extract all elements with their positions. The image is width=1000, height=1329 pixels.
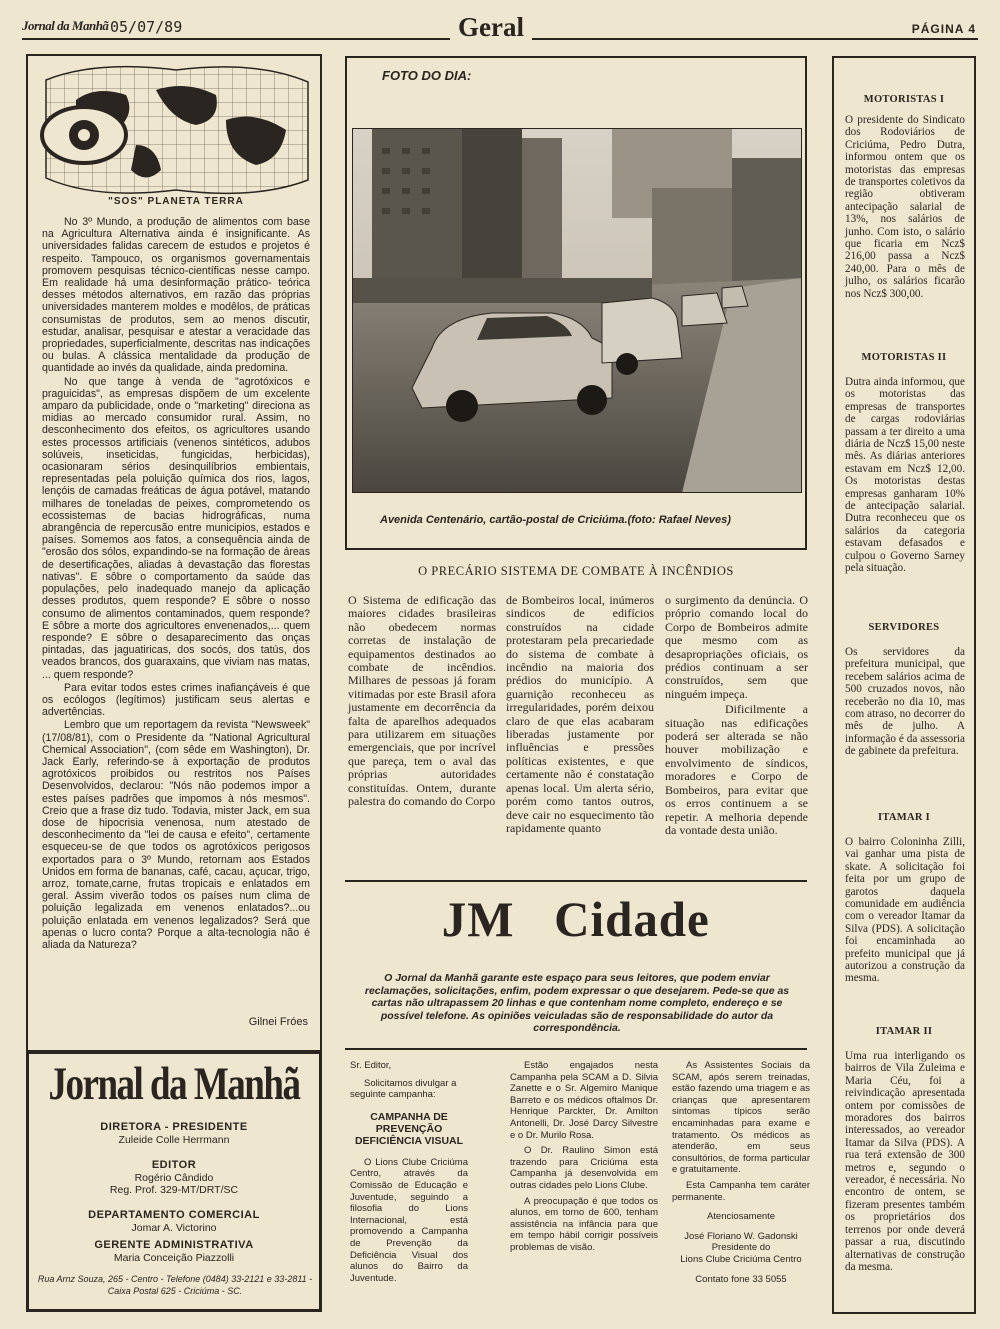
sos-paragraph: No 3º Mundo, a produção de alimentos com base na Agricultura Alternativa ainda é insignificante. As universidades falidas carecem de estudos e projetos é respeito. Tampouco, os organismos governamentais promovem pesquisas técnico-científicas nesse campo. Em realidade há uma desinformação prático- teórica desses métodos alternativos, em razão das próprias universidades manterem moldes e modêlos, de práticas consumistas de produtos, sem ao menos discutir, estudar, analisar, pesquisar e atestar a veracidade das propriedades, superficialmente, descritas nas indicações ou bulas. A clássica mentalidade da produção de quantidade ao invés da qualidade, ainda predomina. xyxy=(42,216,310,375)
masthead-name: Maria Conceição Piazzolli xyxy=(113,1252,235,1264)
photo-caption: Avenida Centenário, cartão-postal de Criciúma.(foto: Rafael Neves) xyxy=(380,514,731,526)
photo-label: FOTO DO DIA: xyxy=(382,68,472,83)
article-paragraph: o surgimento da denúncia. O próprio comando local do Corpo de Bombeiros admite que mesmo com as desapropriações oficiais, os prédios continuam a ser construídos, sem que ninguém impeça. xyxy=(665,593,808,701)
masthead-name: Zuleide Colle Herrmann xyxy=(118,1134,230,1146)
brief-heading: MOTORISTAS II xyxy=(861,352,947,363)
brief-text: Os servidores da prefeitura municipal, que recebem salários acima de 500 cruzados novos, não receberão no dia 10, mas com atraso, no decorrer do mês de julho. A informação é da assessoria de gabinete da prefeitura. xyxy=(845,646,965,758)
divider xyxy=(345,880,807,882)
letter-paragraph: As Assistentes Sociais da SCAM, após serem treinadas, estão fazendo uma triagem e as crianças que apresentarem sintomas típicos serão encaminhadas para exame e tratamento. Os médicos as atenderão, em seus consultórios, de forma particular e gratuitamente. xyxy=(672,1060,810,1176)
letter-column-1 xyxy=(350,1060,468,1288)
sos-paragraph: Para evitar todos estes crimes inafiançáveis é que os ecólogos (legítimos) justificam seus alertas e advertências. xyxy=(42,681,310,719)
masthead-name: Jomar A. Victorino xyxy=(131,1222,217,1234)
brief-text: Uma rua interligando os bairros de Vila Zuleima e Maria Céu, foi a reivindicação apresentada ontem por comissões de moradores dos bairros interessados, ao vereador Itamar da Silva (PDS). A rua terá extensão de 300 metros e, segundo o vereador, é necessária. No encontro de ontem, se fizeram presentes também os proprietários dos terrenos por onde deverá passar a rua, discutindo alternativas de construção da mesma. xyxy=(845,1050,965,1273)
masthead-role: GERENTE ADMINISTRATIVA xyxy=(94,1239,254,1251)
letter-salutation: Sr. Editor, xyxy=(350,1060,392,1071)
brief-heading: SERVIDORES xyxy=(868,622,940,633)
sos-title: "SOS" PLANETA TERRA xyxy=(108,196,244,207)
brief-heading: ITAMAR II xyxy=(875,1026,933,1037)
masthead-role: EDITOR xyxy=(151,1159,197,1171)
masthead-title: Jornal da Manhã xyxy=(48,1058,300,1111)
letter-column-2 xyxy=(510,1060,658,1258)
jm-cidade-title-text: JM Cidade xyxy=(441,891,711,947)
letter-signer-org: Lions Clube Criciúma Centro xyxy=(680,1253,802,1265)
section-title: Geral xyxy=(450,12,532,43)
sos-paragraph: Lembro que um reportagem da revista "Newsweek" (17/08/81), com o Presidente da "National Agricultural Chemical Association", (com sêde em Washington), Dr. Jack Early, referindo-se à exportação de produtos agrotóxicos proibidos ou restritos nos Países Desenvolvidos, declarou: "Nós não podemos impor a estes países padrões que impomos à nós mesmos". Creio que a frase diz tudo. Todavia, mister Jack, em sua dose de hipocrisia venenosa, num atestado de desconhecimento da "lei de causa e efeito", certamente esqueceu-se de que todos os agrotóxicos perigosos exportados para o 3º Mundo, retornam aos Estados Unidos em forma de bananas, café, cacau, açucar, trigo, arroz, tomate,carne, frutas tropicais e enlatados em geral. Assim viverão todos os países num clima de poluição legalizada em venenos enlatados?...ou poluição enlatada em venenos legalizados? Será que apenas o lucro conta? Porque a alta-tecnologia não é aliada da Natureza? xyxy=(42,719,310,951)
brief-heading: ITAMAR I xyxy=(877,812,931,823)
street-photo xyxy=(352,128,802,493)
article-column-1: O Sistema de edificação das maiores cidades brasileiras não obedecem normas corretas de instalação de equipamentos destinados ao combate de incêndios. Milhares de pessoas já foram vitimadas por este Brasil afora justamente em decorrência da falta de aparelhos adequados para utilizarem em situações emergenciais, que por incrível que pareça, tem o aval das próprias autoridades constituídas. Ontem, durante palestra do comando do Corpo xyxy=(348,593,496,809)
world-map-eye-icon xyxy=(36,60,316,200)
sos-paragraph: No que tange à venda de "agrotóxicos e praguicidas", as empresas dispõem de um excelente amparo da publicidade, onde o "marketing" direciona as midias ao mercado consumidor rural. Assim, no desconhecimento dos efeitos, os agricultores usando estes processos artificiais (venenos sintéticos, adubos solúveis, inseticidas, fungicidas, herbicidas), ocasionaram sérios desinquilíbrios embientais, representadas pela poluição química dos rios, lagos, lençóis de camadas freáticas de água potável, matando milhares de toneladas de peixes, comprometendo os ecossistemas de bacias hidrográficas, numa abrangência de repercusão entre municipios, estados e países. Somemos aos fatos, a consequência ainda de "erosão dos sólos, expandindo-se na formação de áreas de desertificações, aliadas à devastação das florestas nativas". E sôbre o comportamento da saúde das populações, pelo inadequado manejo da aplicação desses produtos, quem responde? E sôbre o nosso consumo de alimentos contaminados, quem responde? E sôbre a morte dos agricultores envenenados,... quem responde? E sôbre o desaparecimento das onças pintadas, das jaguatiricas, dos socós, dos tatús, dos veados brancos, dos guaraxains, que viviam nas matas, ... quem responde? xyxy=(42,375,310,681)
jm-cidade-title xyxy=(345,890,807,948)
article-column-3 xyxy=(665,594,808,837)
letter-paragraph: A preocupação é que todos os alunos, em torno de 600, tenham assistência na infância para que em tempo hábil corrigir possíveis problemas de visão. xyxy=(510,1195,658,1253)
divider xyxy=(345,1048,807,1050)
header-date: 05/07/89 xyxy=(110,18,183,36)
masthead-box xyxy=(26,1050,322,1312)
campaign-title: CAMPANHA DE PREVENÇÃO DEFICIÊNCIA VISUAL xyxy=(354,1110,464,1147)
masthead-role: DIRETORA - PRESIDENTE xyxy=(100,1121,248,1133)
jm-cidade-intro: O Jornal da Manhã garante este espaço para seus leitores, que podem enviar reclamações, solicitações, enfim, podem expressar o que desejarem. Pede-se que as cartas não ultrapassem 20 linhas e que contenham nome completo, endereço e se possível telefone. As opiniões veiculadas são de responsabilidade do autor da correspondência. xyxy=(364,972,790,1035)
letter-paragraph: O Dr. Raulino Simon está trazendo para Criciúma esta Campanha já desenvolvida em outras cidades pelo Lions Clube. xyxy=(510,1145,658,1191)
masthead-registration: Reg. Prof. 329-MT/DRT/SC xyxy=(109,1184,239,1196)
letter-paragraph: Estão engajados nesta Campanha pela SCAM a D. Silvia Zanette e o Sr. Algemiro Manique Barreto e os médicos oftalmos Dr. Henrique Parckter, Dr. Amilton Antonelli, Dr. José Darcy Silvestre e o Dr. Murilo Rosa. xyxy=(510,1060,658,1141)
sos-body xyxy=(42,216,310,952)
masthead-address: Rua Arnz Souza, 265 - Centro - Telefone (0484) 33-2121 e 33-2811 - Caixa Postal 625 - Criciúma - SC. xyxy=(37,1274,313,1296)
sos-article-box xyxy=(26,54,322,1054)
letter-paragraph: Esta Campanha tem caráter permanente. xyxy=(672,1179,810,1203)
brief-text: O presidente do Sindicato dos Rodoviários de Criciúma, Pedro Dutra, informou ontem que os motoristas das empresas de transportes coletivos da região obtiveram antecipação salarial de 13%, nos salários de junho. Com isto, o salário que ficaria em Ncz$ 216,00 passa a Ncz$ 240,00. Para o mês de julho, os salários ficarão nos Ncz$ 300,00. xyxy=(845,114,965,300)
letter-paragraph: O Lions Clube Criciúma Centro, através da Comissão de Educação e Juventude, seguindo a filosofia do Lions Internacional, está promovendo a Campanha de Prevenção da Deficiência Visual dos alunos do Bairro da Juventude. xyxy=(350,1156,468,1284)
letter-contact: Contato fone 33 5055 xyxy=(695,1273,787,1285)
header-logo: Jornal da Manhã xyxy=(22,18,109,33)
article-title: O PRECÁRIO SISTEMA DE COMBATE À INCÊNDIOS xyxy=(418,564,734,578)
letter-column-3 xyxy=(672,1060,810,1289)
masthead-role: DEPARTAMENTO COMERCIAL xyxy=(88,1209,260,1221)
letter-intro: Solicitamos divulgar a seguinte campanha: xyxy=(350,1077,457,1101)
article-column-2: de Bombeiros local, inúmeros sindicos de edifícios construídos na cidade protestaram pela precariedade do sistema de combate à incêndio na maioria dos prédios do município. A guarnição reconheceu as irregularidades, porém deixou claro de que elas acabaram liberadas justamente por influências e pressões políticas existentes, e que certamente não é constatação apenas local. Um alerta sério, porém como tantos outros, deve cair no esquecimento tão rapidamente quanto xyxy=(506,593,654,835)
letter-signer-role: Presidente do xyxy=(711,1242,771,1254)
letter-signer-name: José Floriano W. Gadonski xyxy=(684,1230,798,1242)
letter-closing: Atenciosamente xyxy=(706,1211,776,1223)
brief-text: Dutra ainda informou, que os motoristas das empresas de transportes de cargas rodoviárias passam a ter direito a uma diária de Ncz$ 15,00 neste mês. As diárias anteriores estavam em Ncz$ 12,00. Os motoristas destas empresas ganharam 10% de antecipação salarial. Dutra reconheceu que os salários da categoria estavam defasados e culpou o Governo Sarney pela situação. xyxy=(845,376,965,575)
article-paragraph: Dificilmente a situação nas edificações poderá ser alterada se não houver mobilização e envolvimento de síndicos, moradores e Corpo de Bombeiros, para evitar que os erros continuem a se repetir. A melhoria depende da vontade desta união. xyxy=(665,702,808,837)
brief-text: O bairro Coloninha Zilli, vai ganhar uma pista de skate. A solicitação foi feita por um grupo de garotos daquela comunidade em audiência com o vereador Itamar da Silva (PDS). A solicitação foi encaminhada ao prefeito municipal que já autorizou a construção da mesma. xyxy=(845,836,965,985)
masthead-name: Rogério Cândido xyxy=(134,1172,214,1184)
sos-signature: Gilnei Fróes xyxy=(248,1016,308,1028)
page-number: PÁGINA 4 xyxy=(911,22,976,36)
brief-heading: MOTORISTAS I xyxy=(863,94,945,105)
